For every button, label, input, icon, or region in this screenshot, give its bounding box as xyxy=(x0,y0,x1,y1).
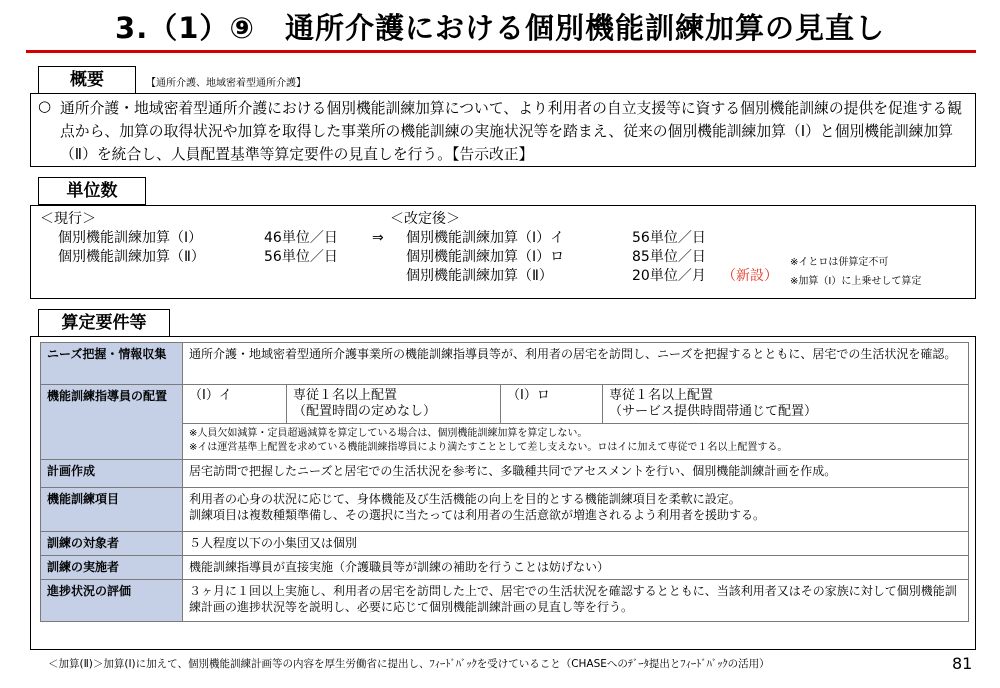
row-head-items: 機能訓練項目 xyxy=(41,488,183,532)
title-underline xyxy=(26,50,976,53)
current-item-1-value: 46単位／日 xyxy=(264,230,338,246)
row-head-needs: ニーズ把握・情報収集 xyxy=(41,343,183,385)
overview-text: 通所介護・地域密着型通所介護における個別機能訓練加算について、より利用者の自立支援等に資する個別機能訓練の提供を促進する観点から、加算の取得状況や加算を取得した事業所の機能訓練の実施状況等を踏まえ、従来の個別機能訓練加算（Ⅰ）と個別機能訓練加算（Ⅱ）を統合し、人員配置基準等算定要件の見直しを行う。【告示改正】 xyxy=(60,100,963,163)
row-text-implementer: 機能訓練指導員が直接実施（介護職員等が訓練の補助を行うことは妨げない） xyxy=(183,556,969,580)
staff-ro-text: 専従１名以上配置 （サービス提供時間帯通じて配置） xyxy=(603,385,969,424)
table-row-items xyxy=(41,488,969,532)
revised-item-3-value: 20単位／月 xyxy=(632,268,706,284)
table-row-target xyxy=(41,532,969,556)
footer-note: ＜加算(Ⅱ)＞加算(Ⅰ)に加えて、個別機能訓練計画等の内容を厚生労働省に提出し、ﾌｨｰﾄﾞﾊﾞｯｸを受けていること（CHASEへのﾃﾞｰﾀ提出とﾌｨｰﾄﾞﾊﾞｯｸの活用） xyxy=(48,658,770,670)
requirements-table xyxy=(40,342,969,622)
staff-note-2: ※イは運営基準上配置を求めている機能訓練指導員により満たすこととして差し支えない。ロはイに加えて専従で１名以上配置する。 xyxy=(189,442,788,453)
staff-notes xyxy=(183,424,969,460)
table-row-implementer xyxy=(41,556,969,580)
revised-item-2-name: 個別機能訓練加算（Ⅰ）ロ xyxy=(406,249,565,265)
units-revised-header: ＜改定後＞ xyxy=(390,211,460,227)
current-item-1-name: 個別機能訓練加算（Ⅰ） xyxy=(58,230,203,246)
revised-item-1-name: 個別機能訓練加算（Ⅰ）イ xyxy=(406,230,565,246)
revised-item-2-note: ※イとロは併算定不可 xyxy=(790,257,889,268)
table-row-staff xyxy=(41,385,969,424)
staff-note-1: ※人員欠如減算・定員超過減算を算定している場合は、個別機能訓練加算を算定しない。 xyxy=(189,428,588,439)
table-row-needs xyxy=(41,343,969,385)
units-current-header: ＜現行＞ xyxy=(40,211,96,227)
staff-ro-label: （Ⅰ）ロ xyxy=(501,385,603,424)
overview-label: 概要 xyxy=(38,66,136,94)
current-item-2-name: 個別機能訓練加算（Ⅱ） xyxy=(58,249,205,265)
new-badge: （新設） xyxy=(722,268,778,284)
overview-service-tag: 【通所介護、地域密着型通所介護】 xyxy=(146,78,306,89)
current-item-2-value: 56単位／日 xyxy=(264,249,338,265)
revised-item-2-value: 85単位／日 xyxy=(632,249,706,265)
page-title: 3.（1）⑨ 通所介護における個別機能訓練加算の見直し xyxy=(115,11,885,45)
row-text-items: 利用者の心身の状況に応じて、身体機能及び生活機能の向上を目的とする機能訓練項目を柔軟に設定。 訓練項目は複数種類準備し、その選択に当たっては利用者の生活意欲が増進されるよう利用者を援助する。 xyxy=(183,488,969,532)
row-head-implementer: 訓練の実施者 xyxy=(41,556,183,580)
units-label: 単位数 xyxy=(38,177,146,205)
requirements-label: 算定要件等 xyxy=(38,309,170,337)
arrow-icon: ⇒ xyxy=(372,230,384,246)
revised-item-3-name: 個別機能訓練加算（Ⅱ） xyxy=(406,268,553,284)
row-head-target: 訓練の対象者 xyxy=(41,532,183,556)
table-row-evaluation xyxy=(41,580,969,622)
row-text-plan: 居宅訪問で把握したニーズと居宅での生活状況を参考に、多職種共同でアセスメントを行い、個別機能訓練計画を作成。 xyxy=(183,460,969,488)
revised-item-1-value: 56単位／日 xyxy=(632,230,706,246)
row-text-needs: 通所介護・地域密着型通所介護事業所の機能訓練指導員等が、利用者の居宅を訪問し、ニーズを把握するとともに、居宅での生活状況を確認。 xyxy=(183,343,969,385)
page-number: 81 xyxy=(952,654,973,673)
row-text-evaluation: ３ヶ月に１回以上実施し、利用者の居宅を訪問した上で、居宅での生活状況を確認するとともに、当該利用者又はその家族に対して個別機能訓練計画の進捗状況等を説明し、必要に応じて個別機能訓練計画の見直し等を行う。 xyxy=(183,580,969,622)
staff-i-text: 専従１名以上配置 （配置時間の定めなし） xyxy=(287,385,501,424)
table-row-plan xyxy=(41,460,969,488)
row-head-evaluation: 進捗状況の評価 xyxy=(41,580,183,622)
revised-item-3-note: ※加算（Ⅰ）に上乗せして算定 xyxy=(790,276,922,287)
row-text-target: ５人程度以下の小集団又は個別 xyxy=(183,532,969,556)
row-head-staff: 機能訓練指導員の配置 xyxy=(41,385,183,460)
staff-i-label: （Ⅰ）イ xyxy=(183,385,287,424)
row-head-plan: 計画作成 xyxy=(41,460,183,488)
overview-bullet: ○ xyxy=(38,97,52,115)
